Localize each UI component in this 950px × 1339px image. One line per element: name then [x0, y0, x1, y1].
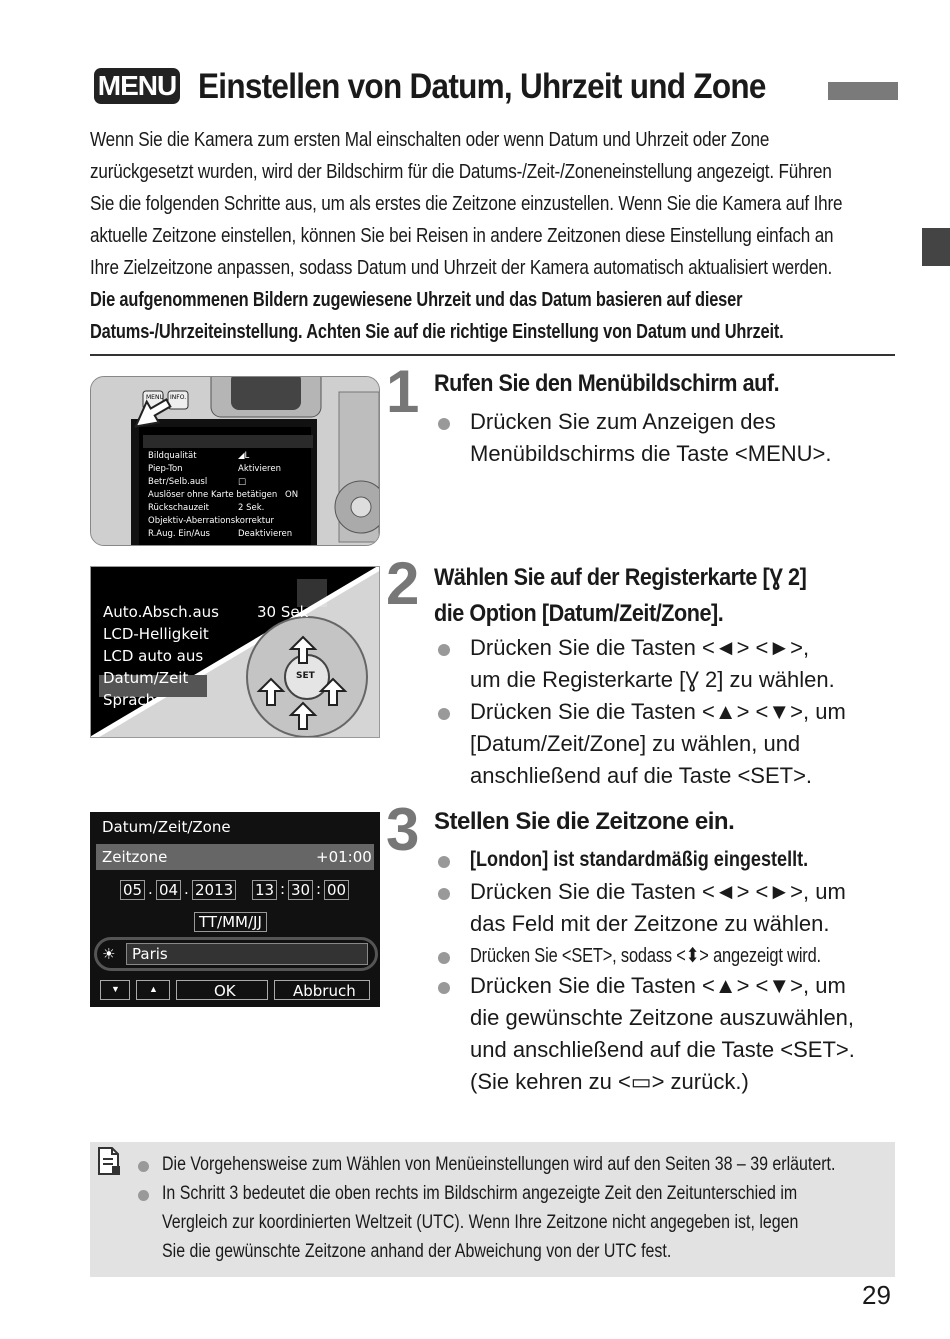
page-title: Einstellen von Datum, Uhrzeit und Zone	[198, 67, 766, 106]
up-arrow-button: ▲	[136, 980, 170, 1000]
info-button-label: INFO.	[170, 394, 187, 401]
menu-item-selected: Datum/Zeit	[103, 669, 189, 687]
step-heading: Stellen Sie die Zeitzone ein.	[434, 808, 735, 835]
screen-title: Datum/Zeit/Zone	[102, 818, 231, 836]
down-arrow-button: ▼	[100, 980, 130, 1000]
minute-field: 30	[288, 880, 313, 900]
lcd-row-value: □	[238, 477, 247, 487]
menu-item: LCD auto aus	[103, 647, 204, 665]
setup-menu-illustration	[90, 566, 380, 738]
intro-line: Ihre Zielzeitzone anpassen, sodass Datum und Uhrzeit der Kamera automatisch aktualisiert werden.	[90, 257, 833, 279]
set-button-label: SET	[296, 671, 315, 681]
lcd-row-value: Aktivieren	[238, 464, 281, 474]
hour-field: 13	[252, 880, 277, 900]
lcd-row-label: Auslöser ohne Karte betätigen	[148, 490, 278, 500]
sun-icon: ☀	[102, 945, 116, 963]
ok-label: OK	[214, 982, 236, 1000]
date-time-zone-screen: Datum/Zeit/Zone Zeitzone +01:00 05 . 04 . 2013 13 : 30 : 00 TT/MM/JJ ☀ Paris ▼ ▲ OK Abbruch	[90, 812, 380, 1007]
menu-badge: MENU	[94, 68, 180, 104]
note-box: Die Vorgehensweise zum Wählen von Menüeinstellungen wird auf den Seiten 38 – 39 erläutert. In Schritt 3 bedeutet die oben rechts im Bildschirm angezeigte Zeit den Zeitunterschied im Vergleich zur koordinierten Weltzeit (UTC). Wenn Ihre Zeitzone nicht angegeben ist, legen Sie die gewünschte Zeitzone anhand der Abweichung von der UTC fest.	[90, 1142, 895, 1277]
menu-button-label: MENU	[146, 394, 164, 401]
cancel-label: Abbruch	[293, 982, 356, 1000]
camera-back-illustration	[90, 376, 380, 546]
lcd-row-value: 2 Sek.	[238, 503, 265, 513]
intro-line: zurückgesetzt wurden, wird der Bildschirm für die Datums-/Zeit-/Zoneneinstellung angezeigt. Führen	[90, 161, 832, 183]
second-field: 00	[324, 880, 349, 900]
city-field: Paris	[132, 945, 168, 963]
note-icon	[96, 1146, 122, 1176]
lcd-row-value: Deaktivieren	[238, 529, 293, 539]
zone-offset: +01:00	[316, 848, 372, 866]
section-divider	[90, 354, 895, 356]
menu-item: LCD-Helligkeit	[103, 625, 209, 643]
page-header	[94, 68, 899, 112]
title-decoration-bar	[828, 82, 898, 100]
intro-line: Sie die folgenden Schritte aus, um als erstes die Zeitzone einzustellen. Wenn Sie die Kamera auf Ihre	[90, 193, 843, 215]
lcd-row-label: R.Aug. Ein/Aus	[148, 529, 210, 539]
lcd-row-value: ON	[285, 490, 299, 500]
lcd-row-label: Rückschauzeit	[148, 503, 209, 513]
step-number: 2	[386, 550, 420, 617]
step-heading: Rufen Sie den Menübildschirm auf.	[434, 370, 780, 397]
intro-bold-line: Datums-/Uhrzeiteinstellung. Achten Sie auf die richtige Einstellung von Datum und Uhrzeit.	[90, 321, 784, 343]
lcd-row-label: Piep-Ton	[148, 464, 183, 474]
intro-line: aktuelle Zeitzone einstellen, können Sie bei Reisen in andere Zeitzonen diese Einstellung einfach an	[90, 225, 834, 247]
menu-item: Auto.Absch.aus	[103, 603, 219, 621]
step-number: 1	[386, 358, 420, 425]
month-field: 04	[156, 880, 181, 900]
zone-label: Zeitzone	[102, 848, 168, 866]
menu-item: Sprach	[103, 691, 156, 709]
lcd-row-label: Betr/Selb.ausl	[148, 477, 208, 487]
menu-item-value: 30 Sek	[257, 603, 309, 621]
intro-line: Wenn Sie die Kamera zum ersten Mal einschalten oder wenn Datum und Uhrzeit oder Zone	[90, 129, 770, 151]
chapter-side-tab	[922, 228, 950, 266]
lcd-row-value: ◢L	[238, 451, 250, 461]
year-field: 2013	[192, 880, 236, 900]
step-number: 3	[386, 796, 420, 863]
intro-text	[90, 124, 895, 348]
page-number: 29	[862, 1280, 891, 1310]
date-format-field: TT/MM/JJ	[194, 912, 267, 932]
step-heading: Wählen Sie auf der Registerkarte [Ɣ 2] die Option [Datum/Zeit/Zone].	[434, 564, 807, 627]
lcd-row-label: Objektiv-Aberrationskorrektur	[148, 516, 275, 526]
intro-bold-line: Die aufgenommenen Bildern zugewiesene Uhrzeit und das Datum basieren auf dieser	[90, 289, 743, 311]
lcd-row-label: Bildqualität	[148, 451, 197, 461]
day-field: 05	[120, 880, 145, 900]
